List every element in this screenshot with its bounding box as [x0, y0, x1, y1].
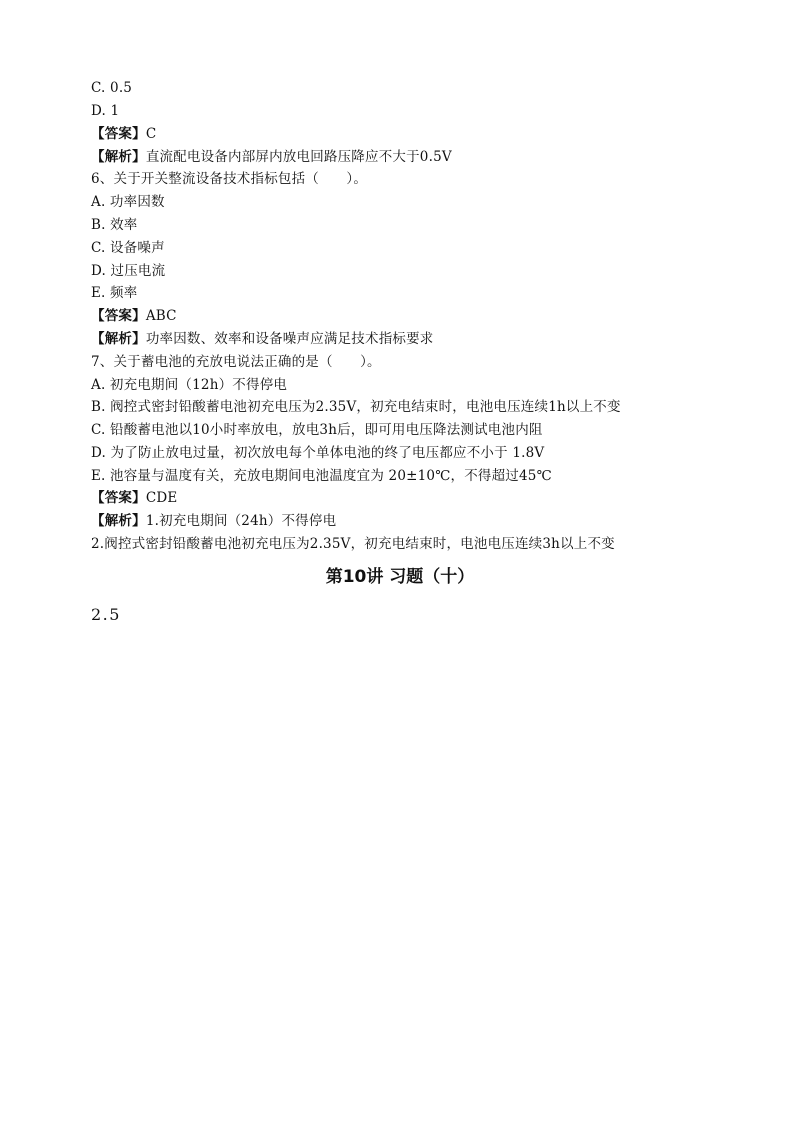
line-text: A. 初充电期间（12h）不得停电 [91, 377, 288, 393]
line-text: 2.阀控式密封铅酸蓄电池初充电压为2.35V，初充电结束时，电池电压连续3h以上不变 [91, 536, 615, 552]
answer-line [91, 125, 156, 143]
line-text: C. 铅酸蓄电池以10小时率放电，放电3h后，即可用电压降法测试电池内阻 [91, 422, 543, 438]
answer-line [91, 307, 177, 325]
question-text: 6、关于开关整流设备技术指标包括（ ）。 [91, 171, 368, 187]
line-text: C. 0.5 [91, 80, 133, 96]
question-7 [91, 353, 381, 371]
analysis-continuation [91, 535, 615, 553]
line-text: E. 池容量与温度有关，充放电期间电池温度宜为 20±10℃，不得超过45℃ [91, 468, 552, 484]
analysis-line [91, 330, 434, 348]
option-d-line [91, 262, 165, 280]
option-c-line [91, 421, 543, 439]
option-b-line [91, 216, 138, 234]
answer-tag: 【答案】 [91, 308, 146, 324]
analysis-tag: 【解析】 [91, 331, 146, 347]
analysis-tag: 【解析】 [91, 149, 146, 165]
answer-text: CDE [145, 490, 178, 506]
option-c-line [91, 239, 165, 257]
option-e-line [91, 467, 552, 485]
option-d-line [91, 102, 119, 120]
answer-line [91, 489, 177, 507]
analysis-line [91, 148, 452, 166]
section-heading: 第10讲 习题（十） [325, 567, 475, 587]
analysis-tag: 【解析】 [91, 513, 146, 529]
line-text: D. 为了防止放电过量，初次放电每个单体电池的终了电压都应不小于 1.8V [91, 445, 545, 461]
question-text: 7、关于蓄电池的充放电说法正确的是（ ）。 [91, 354, 381, 370]
line-text: E. 频率 [91, 285, 138, 301]
analysis-text: 功率因数、效率和设备噪声应满足技术指标要求 [145, 331, 434, 347]
trailing-value: 2.5 [91, 605, 121, 624]
analysis-text: 1.初充电期间（24h）不得停电 [145, 513, 337, 529]
question-6 [91, 170, 367, 188]
option-e-line [91, 284, 137, 302]
option-c-line [91, 79, 132, 97]
answer-tag: 【答案】 [91, 490, 146, 506]
answer-text: ABC [145, 308, 177, 324]
option-a-line [91, 193, 165, 211]
line-text: D. 过压电流 [91, 263, 166, 279]
option-d-line [91, 444, 544, 462]
answer-tag: 【答案】 [91, 126, 146, 142]
option-a-line [91, 376, 287, 394]
analysis-text: 直流配电设备内部屏内放电回路压降应不大于0.5V [145, 149, 452, 165]
option-b-line [91, 398, 621, 416]
analysis-line [91, 512, 336, 530]
line-text: B. 阀控式密封铅酸蓄电池初充电压为2.35V，初充电结束时，电池电压连续1h以上不变 [91, 399, 621, 415]
line-text: C. 设备噪声 [91, 240, 165, 256]
line-text: A. 功率因数 [91, 194, 165, 210]
answer-text: C [145, 126, 157, 142]
line-text: B. 效率 [91, 217, 138, 233]
line-text: D. 1 [91, 103, 120, 119]
